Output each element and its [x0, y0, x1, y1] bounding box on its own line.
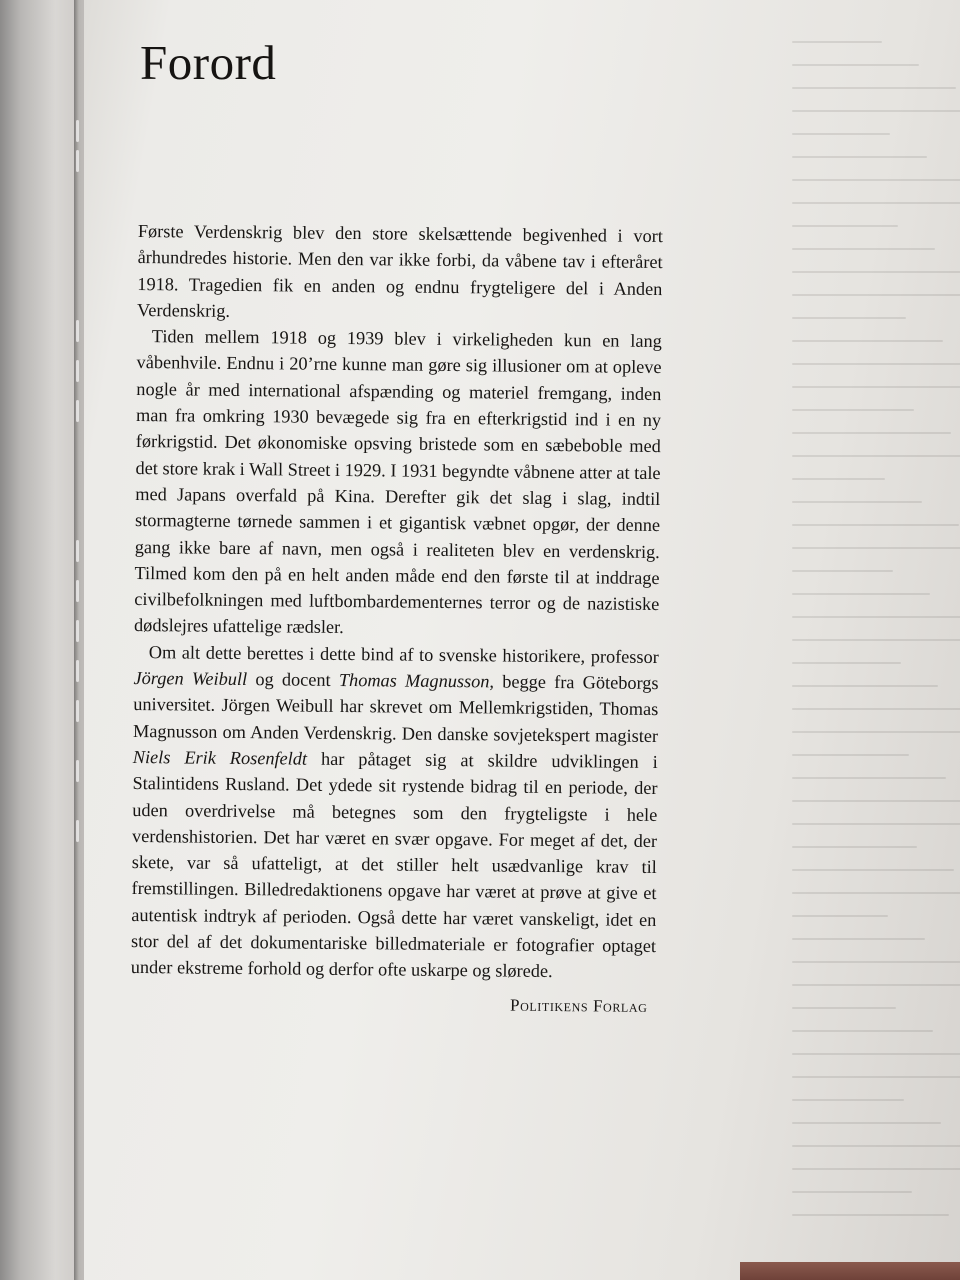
binding-stitch	[76, 580, 79, 602]
show-through-text	[784, 20, 960, 1240]
show-through-line	[792, 156, 927, 158]
binding-stitch	[76, 760, 79, 782]
show-through-line	[792, 1145, 960, 1147]
show-through-line	[792, 915, 888, 917]
show-through-line	[792, 340, 943, 342]
text-run: Tiden mellem 1918 og 1939 blev i virkeligheden kun en lang våbenhvile. Endnu i 20’rne kunne man gøre sig illusioner om at opleve nogle år med international afspænding og materiel fremgang, inden man fra omkring 1930 bevægede sig fra en efterkrigstid ind i en ny førkrigstid. Det økonomiske opsving bristede som en sæbeboble med det store krak i Wall Street i 1929. I 1931 begyndte våbnene atter at tale med Japans overfald på Kina. Derefter gik det slag i slag, indtil stormagterne tørnede sammen i et gigantisk væbnet opgør, der denne gang ikke bare af navn, men også i realiteten blev en verdenskrig. Tilmed kom den på en helt anden måde end den første til at inddrage civilbefolkningen med luftbombardementernes terror og de nazistiske dødslejres ufattelige rædsler.	[133, 326, 662, 638]
show-through-line	[792, 524, 959, 526]
show-through-line	[792, 202, 960, 204]
show-through-line	[792, 363, 960, 365]
show-through-line	[792, 317, 906, 319]
show-through-line	[792, 823, 960, 825]
italic-name: Niels Erik Rosenfeldt	[132, 746, 308, 769]
show-through-line	[792, 708, 960, 710]
binding-stitch	[76, 620, 79, 642]
show-through-line	[792, 593, 930, 595]
text-run: begge fra Göteborgs universitet. Jörgen Weibull har skrevet om Mellemkrigstiden, Thomas Magnusson om Anden Verdenskrig. Den danske sovjetekspert magister	[132, 671, 659, 746]
show-through-line	[792, 432, 951, 434]
show-through-line	[792, 984, 960, 986]
show-through-line	[792, 731, 960, 733]
text-run: Første Verdenskrig blev den store skelsættende begivenhed i vort århundredes historie. Men den var ikke forbi, da våbene tav i efteråret 1918. Tragedien fik en anden og endnu frygteligere del i Anden Verdenskrig.	[137, 220, 663, 321]
show-through-line	[792, 639, 960, 641]
binding-stitch	[76, 700, 79, 722]
show-through-line	[792, 570, 893, 572]
text-run: har påtaget sig at skildre udviklingen i Stalintidens Rusland. Det ydede sit rystende bidrag til en periode, der uden overdrivelse må betegnes som den frygteligste i hele verdenshistorien. Det har været en svær opgave. For meget af det, der skete, var så ufatteligt, at det stiller helt usædvanlige krav til fremstillingen. Billedredaktionens opgave har været at prøve at give et autentisk indtryk af perioden. Også dette har været vanskeligt, idet en stor del af det dokumentariske billedmateriale er fotografier optaget under ekstreme forhold og derfor ofte uskarpe og slørede.	[130, 748, 658, 982]
show-through-line	[792, 64, 919, 66]
show-through-line	[792, 547, 960, 549]
show-through-line	[792, 754, 909, 756]
show-through-line	[792, 685, 938, 687]
paragraph-3	[131, 639, 659, 986]
italic-name: Jörgen Weibull	[133, 668, 248, 690]
show-through-line	[792, 478, 885, 480]
show-through-line	[792, 179, 960, 181]
paragraph-2	[134, 323, 662, 644]
show-through-line	[792, 800, 960, 802]
show-through-line	[792, 869, 954, 871]
binding-stitch	[76, 820, 79, 842]
show-through-line	[792, 1007, 896, 1009]
show-through-line	[792, 133, 890, 135]
show-through-line	[792, 777, 946, 779]
show-through-line	[792, 616, 960, 618]
show-through-line	[792, 662, 901, 664]
show-through-line	[792, 501, 922, 503]
show-through-line	[792, 892, 960, 894]
show-through-line	[792, 294, 960, 296]
book-cover-edge	[740, 1262, 960, 1280]
show-through-line	[792, 455, 960, 457]
publisher-signature: Politikens Forlag	[510, 995, 648, 1016]
binding-stitch	[76, 400, 79, 422]
show-through-line	[792, 961, 960, 963]
show-through-line	[792, 225, 898, 227]
paragraph-1	[137, 218, 663, 328]
page-title: Forord	[140, 35, 277, 90]
binding-stitch	[76, 150, 79, 172]
show-through-line	[792, 1122, 941, 1124]
show-through-line	[792, 1030, 933, 1032]
show-through-line	[792, 248, 935, 250]
show-through-line	[792, 87, 956, 89]
italic-name: Thomas Magnusson,	[338, 669, 495, 692]
show-through-line	[792, 386, 960, 388]
show-through-line	[792, 271, 960, 273]
binding-stitch	[76, 320, 79, 342]
show-through-line	[792, 846, 917, 848]
binding-stitch	[76, 120, 79, 142]
foreword-body	[130, 218, 663, 1020]
binding-stitch	[76, 540, 79, 562]
show-through-line	[792, 41, 882, 43]
show-through-line	[792, 1168, 960, 1170]
show-through-line	[792, 1191, 912, 1193]
show-through-line	[792, 1076, 960, 1078]
show-through-line	[792, 1214, 949, 1216]
show-through-line	[792, 938, 925, 940]
show-through-line	[792, 1053, 960, 1055]
text-run: Om alt dette berettes i dette bind af to svenske historikere, professor	[148, 641, 659, 667]
show-through-line	[792, 409, 914, 411]
binding-stitch	[76, 660, 79, 682]
binding-stitch	[76, 360, 79, 382]
show-through-line	[792, 110, 960, 112]
text-run: og docent	[247, 669, 340, 690]
show-through-line	[792, 1099, 904, 1101]
